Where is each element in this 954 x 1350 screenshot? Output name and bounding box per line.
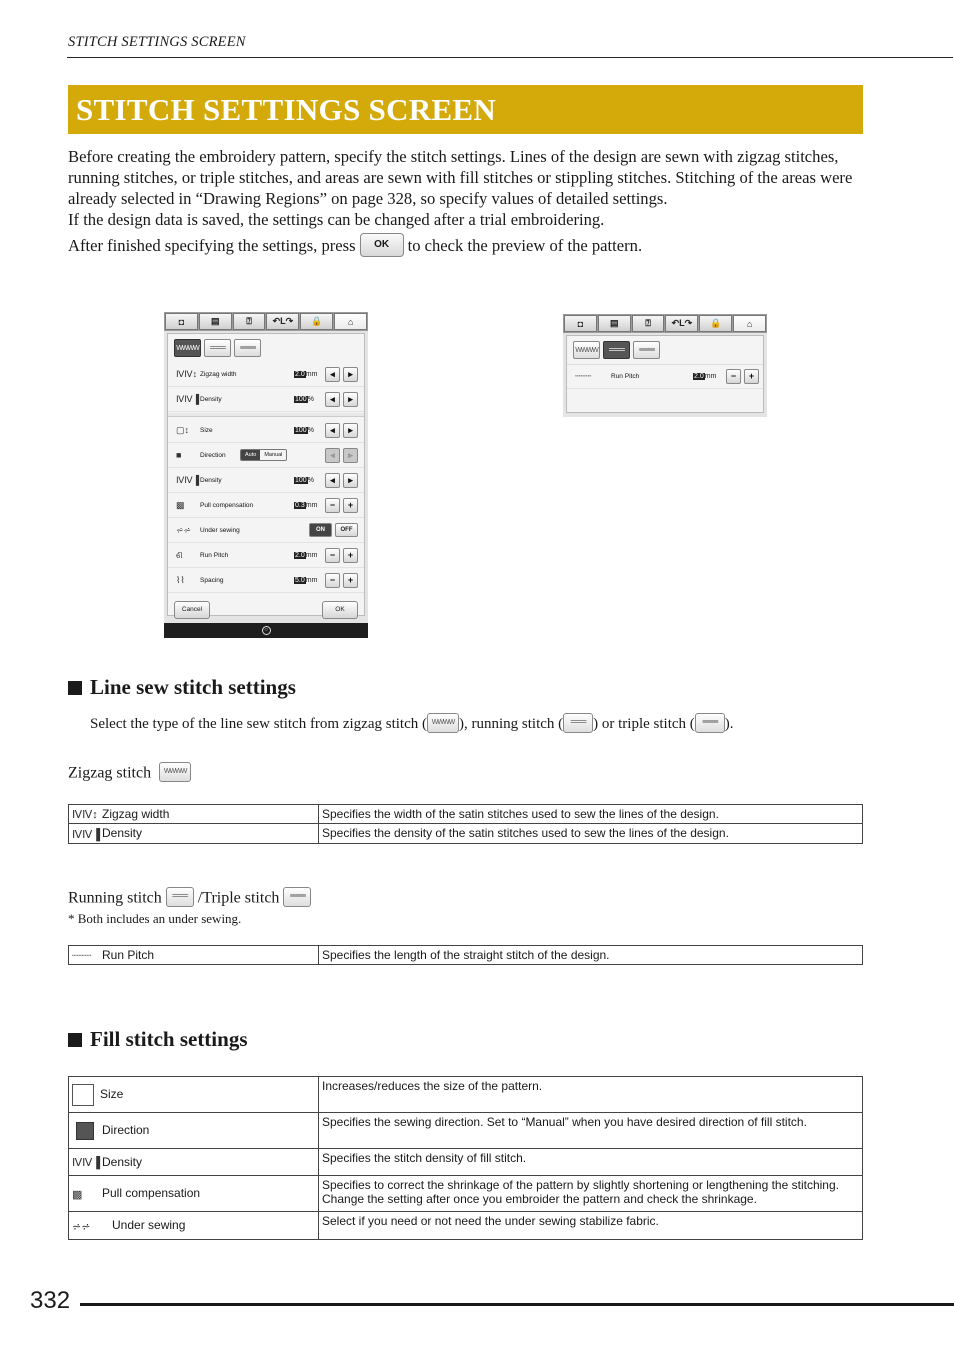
setting-label: Density bbox=[200, 476, 222, 484]
table-cell-name bbox=[69, 1212, 319, 1240]
intro-text-3: ) or triple stitch ( bbox=[593, 716, 695, 732]
screen-toolbar bbox=[563, 314, 767, 333]
intro-ok-after: to check the preview of the pattern. bbox=[407, 236, 643, 255]
intro-paragraph-1: Before creating the embroidery pattern, specify the stitch settings. Lines of the design are sewn with zigzag stitches, running stitches, or triple stitches, and areas are sewn with fill stitches or stippling stitches. Stitching of the areas were already selected in “Drawing Regions” on page 328, so specify values of detailed settings. bbox=[68, 147, 853, 208]
pull-compensation-icon: ▩ bbox=[176, 499, 185, 510]
setting-label: Size bbox=[200, 426, 213, 434]
table-cell-desc: Specifies the density of the satin stitches used to sew the lines of the design. bbox=[319, 824, 863, 843]
line-sew-intro bbox=[90, 714, 734, 735]
density-icon: ⅣⅣ▐ bbox=[72, 828, 101, 841]
intro-text-1: Select the type of the line sew stitch from zigzag stitch ( bbox=[90, 716, 427, 732]
setting-label: Run Pitch bbox=[200, 551, 229, 559]
table-cell-desc: Increases/reduces the size of the pattern. bbox=[319, 1077, 863, 1113]
row-name: Zigzag width bbox=[102, 807, 170, 821]
triple-stitch-icon: ≡≡≡≡≡ bbox=[695, 713, 725, 733]
direction-auto[interactable]: Auto bbox=[241, 450, 260, 460]
intro-paragraph-2: If the design data is saved, the settings can be changed after a trial embroidering. bbox=[68, 210, 605, 229]
help-icon[interactable]: ⍰ bbox=[233, 313, 266, 330]
table-row bbox=[69, 824, 863, 843]
camera-icon[interactable]: ◘ bbox=[564, 315, 597, 332]
density-icon: ⅣⅣ▐ bbox=[176, 474, 199, 485]
stitch-type-selector bbox=[168, 334, 364, 362]
page-number: 332 bbox=[30, 1287, 71, 1314]
square-bullet-icon bbox=[68, 681, 82, 695]
page-title: STITCH SETTINGS SCREEN bbox=[76, 92, 497, 127]
setting-row-pull-compensation bbox=[168, 493, 364, 518]
title-bar bbox=[68, 85, 863, 134]
header-rule bbox=[67, 57, 953, 58]
footer-rule bbox=[80, 1303, 954, 1306]
table-row bbox=[69, 1113, 863, 1149]
zigzag-width-icon: ⅣⅣ↕ bbox=[72, 809, 98, 822]
plus-button[interactable]: + bbox=[343, 548, 358, 563]
setting-row-zigzag-width bbox=[168, 362, 364, 387]
setting-row-direction bbox=[168, 443, 364, 468]
triple-label-text: /Triple stitch bbox=[197, 889, 280, 907]
running-stitch-icon: ===== bbox=[166, 887, 194, 907]
running-settings-table bbox=[68, 945, 863, 965]
intro-text-4: ). bbox=[724, 716, 734, 732]
minus-button[interactable]: − bbox=[726, 369, 741, 384]
page-icon[interactable]: ▤ bbox=[598, 315, 631, 332]
run-pitch-line-icon: ┄┄┄ bbox=[575, 371, 592, 381]
setting-label: Direction bbox=[200, 451, 226, 459]
decrease-button[interactable]: ◂ bbox=[325, 448, 340, 463]
running-stitch-button[interactable]: ===== bbox=[204, 339, 231, 357]
direction-icon: ■ bbox=[176, 450, 182, 460]
running-header: STITCH SETTINGS SCREEN bbox=[68, 34, 246, 50]
increase-button[interactable]: ▸ bbox=[343, 392, 358, 407]
table-cell-name bbox=[69, 824, 319, 843]
increase-button[interactable]: ▸ bbox=[343, 367, 358, 382]
setting-label: Zigzag width bbox=[200, 370, 237, 378]
zigzag-stitch-label bbox=[68, 764, 191, 784]
fill-settings-table bbox=[68, 1076, 863, 1240]
zigzag-stitch-icon: WWWW bbox=[427, 713, 459, 733]
size-icon bbox=[72, 1084, 94, 1106]
intro-ok-line bbox=[68, 235, 868, 259]
under-sewing-off-button[interactable]: OFF bbox=[335, 523, 358, 537]
row-name: Size bbox=[100, 1086, 124, 1101]
settings-panel bbox=[566, 335, 764, 413]
table-row bbox=[69, 1176, 863, 1212]
zigzag-stitch-button[interactable]: WWWW bbox=[573, 341, 600, 359]
spacing-icon: ⌇⌇ bbox=[176, 574, 185, 585]
increase-button[interactable]: ▸ bbox=[343, 473, 358, 488]
decrease-button[interactable]: ◂ bbox=[325, 473, 340, 488]
setting-row-density-fill bbox=[168, 468, 364, 493]
table-row bbox=[69, 946, 863, 965]
running-stitch-button[interactable]: ===== bbox=[603, 341, 630, 359]
table-cell-desc: Specifies the stitch density of fill stitch. bbox=[319, 1149, 863, 1176]
triple-stitch-button[interactable]: ≡≡≡≡≡ bbox=[234, 339, 261, 357]
table-cell-desc: Select if you need or not need the under sewing stabilize fabric. bbox=[319, 1212, 863, 1240]
stitch-type-selector bbox=[567, 336, 763, 364]
setting-label: Spacing bbox=[200, 576, 224, 584]
table-cell-desc: Specifies to correct the shrinkage of the pattern by slightly shortening or lengthening the stitching. Change the setting after once you embroider the pattern and check the shrinkage. bbox=[319, 1176, 863, 1212]
square-bullet-icon bbox=[68, 1033, 82, 1047]
under-sewing-note: * Both includes an under sewing. bbox=[68, 911, 242, 926]
size-icon: ▢↕ bbox=[176, 424, 190, 435]
running-triple-label bbox=[68, 889, 311, 909]
plus-button[interactable]: + bbox=[744, 369, 759, 384]
plus-button[interactable]: + bbox=[343, 498, 358, 513]
ok-button-illustration: OK bbox=[360, 233, 404, 257]
screen-bottom-bar bbox=[164, 623, 368, 638]
increase-button[interactable]: ▸ bbox=[343, 423, 358, 438]
settings-screen-fill bbox=[164, 312, 368, 638]
run-pitch-icon: ଣ bbox=[176, 549, 183, 560]
triple-stitch-icon: ≡≡≡≡≡ bbox=[283, 887, 311, 907]
setting-row-spacing bbox=[168, 568, 364, 593]
settings-panel bbox=[167, 333, 365, 616]
setting-label: Density bbox=[200, 395, 222, 403]
table-cell-name bbox=[69, 1176, 319, 1212]
table-row bbox=[69, 805, 863, 824]
cursor-icon[interactable]: ↶L↷ bbox=[665, 315, 698, 332]
page-icon[interactable]: ▤ bbox=[199, 313, 232, 330]
table-cell-name bbox=[69, 805, 319, 824]
fill-heading bbox=[68, 1027, 248, 1052]
intro-ok-before: After finished specifying the settings, press bbox=[68, 236, 356, 255]
direction-manual[interactable]: Manual bbox=[260, 450, 286, 460]
plus-button[interactable]: + bbox=[343, 573, 358, 588]
setting-label: Under sewing bbox=[200, 526, 240, 534]
setting-row-size bbox=[168, 418, 364, 443]
lock-icon[interactable]: 🔒 bbox=[699, 315, 732, 332]
minus-button[interactable]: − bbox=[325, 498, 340, 513]
fill-heading-text: Fill stitch settings bbox=[90, 1027, 248, 1051]
intro-text-2: ), running stitch ( bbox=[458, 716, 564, 732]
table-cell-name bbox=[69, 1113, 319, 1149]
ok-button[interactable]: OK bbox=[322, 601, 358, 619]
setting-row-density-line bbox=[168, 387, 364, 412]
table-row bbox=[69, 1149, 863, 1176]
screen-footer bbox=[168, 593, 364, 627]
setting-value: 0.3mm bbox=[295, 501, 318, 509]
row-name: Density bbox=[102, 826, 143, 841]
density-icon: ⅣⅣ▐ bbox=[176, 393, 199, 404]
decrease-button[interactable]: ◂ bbox=[325, 392, 340, 407]
minus-button[interactable]: − bbox=[325, 548, 340, 563]
direction-icon bbox=[76, 1122, 94, 1140]
setting-value: 2.0mm bbox=[295, 551, 318, 559]
minus-button[interactable]: − bbox=[325, 573, 340, 588]
zigzag-settings-table bbox=[68, 804, 863, 844]
row-name: Direction bbox=[102, 1122, 150, 1137]
table-cell-name bbox=[69, 1149, 319, 1176]
increase-button[interactable]: ▸ bbox=[343, 448, 358, 463]
setting-label: Run Pitch bbox=[611, 373, 640, 380]
table-row bbox=[69, 1212, 863, 1240]
under-sewing-on-button[interactable]: ON bbox=[309, 523, 332, 537]
cursor-icon[interactable]: ↶L↷ bbox=[266, 313, 299, 330]
setting-label: Pull compensation bbox=[200, 501, 254, 509]
screen-toolbar bbox=[164, 312, 368, 331]
camera-icon[interactable]: ◘ bbox=[165, 313, 198, 330]
line-sew-heading-text: Line sew stitch settings bbox=[90, 675, 296, 699]
setting-value: 2.0mm bbox=[295, 370, 318, 378]
zigzag-stitch-icon: WWWW bbox=[159, 762, 191, 782]
direction-toggle[interactable] bbox=[240, 449, 287, 461]
home-icon[interactable]: ⌂ bbox=[334, 313, 367, 330]
lock-icon[interactable]: 🔒 bbox=[300, 313, 333, 330]
decrease-button[interactable]: ◂ bbox=[325, 423, 340, 438]
setting-value: 2.0mm bbox=[694, 373, 717, 380]
table-cell-desc: Specifies the width of the satin stitches used to sew the lines of the design. bbox=[319, 805, 863, 824]
setting-row-under-sewing bbox=[168, 518, 364, 543]
row-name: Under sewing bbox=[112, 1218, 186, 1233]
table-cell-desc: Specifies the sewing direction. Set to “Manual” when you have desired direction of fill stitch. bbox=[319, 1113, 863, 1149]
table-row bbox=[69, 1077, 863, 1113]
row-name: Density bbox=[102, 1154, 143, 1169]
home-icon[interactable]: ⌂ bbox=[733, 315, 766, 332]
row-name: Pull compensation bbox=[102, 1186, 201, 1201]
home-indicator-icon[interactable]: ○ bbox=[262, 626, 271, 635]
running-label-text: Running stitch bbox=[68, 889, 162, 907]
under-sewing-icon: ⩫⩫ bbox=[176, 524, 192, 535]
zigzag-label-text: Zigzag stitch bbox=[68, 764, 152, 782]
setting-row-run-pitch bbox=[567, 364, 763, 389]
pull-compensation-icon: ▩ bbox=[72, 1188, 83, 1201]
triple-stitch-button[interactable]: ≡≡≡≡≡ bbox=[633, 341, 660, 359]
zigzag-width-icon: ⅣⅣ↕ bbox=[176, 368, 198, 379]
setting-value: 100% bbox=[295, 476, 314, 484]
cancel-button[interactable]: Cancel bbox=[174, 601, 210, 619]
under-sewing-icon: ⩫⩫ bbox=[72, 1220, 91, 1233]
table-cell-name bbox=[69, 1077, 319, 1113]
setting-value: 100% bbox=[295, 395, 314, 403]
row-name: Run Pitch bbox=[102, 948, 155, 962]
table-cell-desc: Specifies the length of the straight stitch of the design. bbox=[319, 946, 863, 965]
density-icon: ⅣⅣ▐ bbox=[72, 1157, 101, 1170]
setting-row-run-pitch bbox=[168, 543, 364, 568]
setting-value: 100% bbox=[295, 426, 314, 434]
settings-screen-running bbox=[563, 314, 767, 417]
section-separator bbox=[168, 413, 364, 417]
run-pitch-line-icon: ┄┄┄┄ bbox=[72, 951, 92, 961]
zigzag-stitch-button[interactable]: WWWW bbox=[174, 339, 201, 357]
line-sew-heading bbox=[68, 675, 296, 700]
running-stitch-icon: ===== bbox=[563, 713, 593, 733]
decrease-button[interactable]: ◂ bbox=[325, 367, 340, 382]
table-cell-name bbox=[69, 946, 319, 965]
intro-text bbox=[68, 146, 868, 259]
help-icon[interactable]: ⍰ bbox=[632, 315, 665, 332]
setting-value: 5.0mm bbox=[295, 576, 318, 584]
